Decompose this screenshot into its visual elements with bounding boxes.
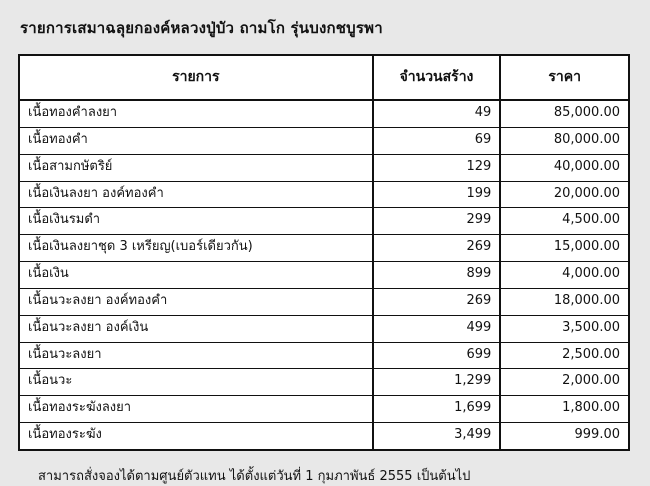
cell-price: 4,500.00 — [500, 208, 628, 235]
cell-item: เนื้อนวะลงยา — [20, 342, 373, 369]
cell-quantity: 699 — [373, 342, 501, 369]
cell-price: 18,000.00 — [500, 288, 628, 315]
cell-price: 2,000.00 — [500, 369, 628, 396]
table-row — [20, 369, 628, 396]
footer-note: สามารถสั่งจองได้ตามศูนย์ตัวแทน ได้ตั้งแต่วันที่ 1 กุมภาพันธ์ 2555 เป็นต้นไป — [38, 468, 471, 484]
cell-quantity: 69 — [373, 127, 501, 154]
cell-quantity: 3,499 — [373, 423, 501, 449]
cell-quantity: 269 — [373, 235, 501, 262]
table-header-row — [20, 56, 628, 100]
cell-item: เนื้อทองคำลงยา — [20, 100, 373, 127]
cell-price: 1,800.00 — [500, 396, 628, 423]
cell-item: เนื้อทองคำ — [20, 127, 373, 154]
cell-quantity: 129 — [373, 154, 501, 181]
cell-quantity: 299 — [373, 208, 501, 235]
cell-price: 4,000.00 — [500, 262, 628, 289]
table-row — [20, 181, 628, 208]
cell-price: 3,500.00 — [500, 315, 628, 342]
column-header-price: ราคา — [500, 56, 628, 100]
price-table-container — [18, 54, 630, 451]
cell-price: 999.00 — [574, 427, 620, 443]
table-row — [20, 208, 628, 235]
cell-price: 40,000.00 — [500, 154, 628, 181]
cell-item: เนื้อนวะลงยา องค์ทองคำ — [20, 288, 373, 315]
cell-quantity: 1,299 — [373, 369, 501, 396]
cell-price: 85,000.00 — [500, 100, 628, 127]
cell-quantity: 899 — [373, 262, 501, 289]
table-row — [20, 154, 628, 181]
cell-price: 15,000.00 — [500, 235, 628, 262]
cell-quantity: 269 — [373, 288, 501, 315]
cell-item: เนื้อเงินลงยาชุด 3 เหรียญ(เบอร์เดียวกัน) — [20, 235, 373, 262]
cell-quantity: 499 — [373, 315, 501, 342]
cell-item: เนื้อนวะ — [20, 369, 373, 396]
cell-quantity: 199 — [373, 181, 501, 208]
cell-quantity: 49 — [373, 100, 501, 127]
table-row — [20, 342, 628, 369]
table-row — [20, 235, 628, 262]
table-row — [20, 315, 628, 342]
table-row — [20, 288, 628, 315]
cell-item: เนื้อทองระฆัง — [20, 423, 373, 449]
cell-item: เนื้อทองระฆังลงยา — [20, 396, 373, 423]
cell-item: เนื้อสามกษัตริย์ — [20, 154, 373, 181]
cell-item: เนื้อเงิน — [20, 262, 373, 289]
cell-item: เนื้อเงินรมดำ — [20, 208, 373, 235]
price-table — [20, 56, 628, 449]
table-body — [20, 100, 628, 449]
table-row — [20, 127, 628, 154]
cell-price: 2,500.00 — [500, 342, 628, 369]
cell-quantity: 1,699 — [373, 396, 501, 423]
table-row — [20, 262, 628, 289]
cell-item: เนื้อนวะลงยา องค์เงิน — [20, 315, 373, 342]
column-header-quantity: จำนวนสร้าง — [373, 56, 501, 100]
table-row — [20, 423, 628, 449]
page-title: รายการเสมาฉลุยกองค์หลวงปู่บัว ถามโก รุ่นบงกชบูรพา — [20, 19, 383, 37]
table-row — [20, 100, 628, 127]
cell-price: 80,000.00 — [500, 127, 628, 154]
column-header-item: รายการ — [20, 56, 373, 100]
cell-price: 20,000.00 — [500, 181, 628, 208]
table-header — [20, 56, 628, 100]
cell-item: เนื้อเงินลงยา องค์ทองคำ — [20, 181, 373, 208]
table-row — [20, 396, 628, 423]
